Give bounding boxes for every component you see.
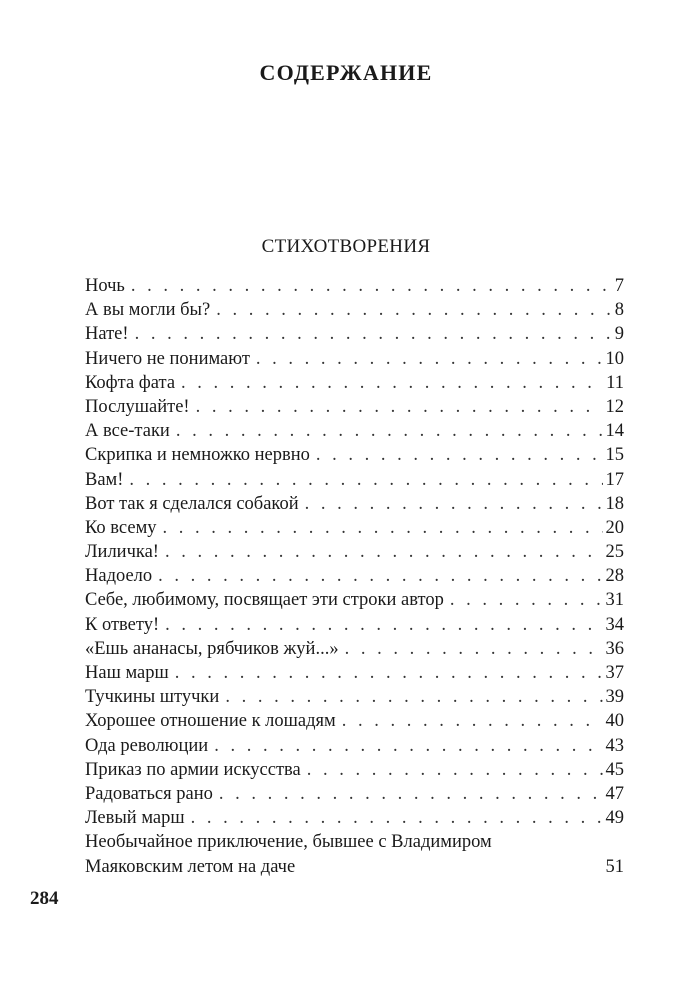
toc-entry-title: Вот так я сделался собакой bbox=[85, 493, 299, 514]
toc-entry-title: «Ешь ананасы, рябчиков жуй...» bbox=[85, 638, 339, 659]
toc-entry-page: 12 bbox=[605, 396, 624, 417]
toc-entry-title: Хорошее отношение к лошадям bbox=[85, 711, 336, 732]
dot-leader bbox=[191, 806, 603, 830]
dot-leader bbox=[316, 443, 603, 467]
toc-entry-title-line1: Необычайное приключение, бывшее с Владимиром bbox=[85, 832, 492, 853]
toc-entry-page: 7 bbox=[614, 276, 624, 296]
dot-leader bbox=[342, 709, 603, 733]
toc-entry-title: Ночь bbox=[85, 276, 125, 296]
dot-leader bbox=[131, 274, 612, 298]
dot-leader bbox=[216, 298, 612, 322]
toc-entry-title: Ко всему bbox=[85, 517, 157, 538]
toc-entry bbox=[85, 685, 624, 709]
toc-entry-title: Левый марш bbox=[85, 808, 185, 829]
toc-entry bbox=[85, 637, 624, 661]
toc-entry-title: Ничего не понимают bbox=[85, 348, 250, 369]
toc-entry bbox=[85, 564, 624, 588]
toc-entry bbox=[85, 588, 624, 612]
dot-leader bbox=[165, 540, 603, 564]
toc-entry-title: Вам! bbox=[85, 469, 124, 490]
dot-leader bbox=[135, 322, 612, 346]
toc-entry-title: Послушайте! bbox=[85, 396, 190, 417]
toc-entry bbox=[85, 492, 624, 516]
toc-entry-page: 37 bbox=[605, 663, 624, 683]
dot-leader bbox=[219, 782, 603, 806]
dot-leader bbox=[345, 637, 603, 661]
toc-entry-page: 51 bbox=[605, 856, 624, 877]
toc-entry-title: А все-таки bbox=[85, 421, 170, 442]
toc-entry bbox=[85, 758, 624, 782]
toc-entry-multiline bbox=[85, 830, 624, 878]
section-title: СТИХОТВОРЕНИЯ bbox=[261, 236, 431, 257]
toc-entry-title: Наш марш bbox=[85, 663, 169, 683]
toc-entry-title: Скрипка и немножко нервно bbox=[85, 445, 310, 466]
toc-entry bbox=[85, 468, 624, 492]
dot-leader bbox=[214, 734, 602, 758]
toc-entry bbox=[85, 322, 624, 346]
toc-entry-page: 8 bbox=[614, 300, 624, 321]
toc-entry-page: 47 bbox=[605, 783, 624, 804]
toc-entry-title: Тучкины штучки bbox=[85, 687, 220, 708]
toc-entry bbox=[85, 274, 624, 298]
dot-leader bbox=[175, 661, 603, 685]
toc-entry-title: Себе, любимому, посвящает эти строки автор bbox=[85, 590, 444, 611]
page-title: СОДЕРЖАНИЕ bbox=[259, 60, 433, 85]
dot-leader bbox=[181, 371, 603, 395]
toc-entry-page: 10 bbox=[605, 348, 624, 369]
toc-entry-page: 20 bbox=[605, 517, 624, 538]
toc-entry-title: Радоваться рано bbox=[85, 783, 213, 804]
toc-entry-page: 43 bbox=[605, 735, 624, 756]
toc-entry bbox=[85, 347, 624, 371]
dot-leader bbox=[450, 588, 603, 612]
toc-entry-page: 40 bbox=[605, 711, 624, 732]
dot-leader bbox=[256, 347, 603, 371]
dot-leader bbox=[305, 492, 603, 516]
toc-entry-page: 45 bbox=[605, 759, 624, 780]
toc-entry-title: Кофта фата bbox=[85, 372, 176, 393]
toc-entry-page: 17 bbox=[605, 469, 624, 490]
toc-entry-page: 39 bbox=[605, 687, 624, 708]
dot-leader bbox=[129, 468, 602, 492]
toc-entry-page: 28 bbox=[605, 566, 624, 587]
toc-entry bbox=[85, 540, 624, 564]
toc-entry-page: 36 bbox=[605, 638, 624, 659]
toc-entry bbox=[85, 734, 624, 758]
toc-entry bbox=[85, 709, 624, 733]
toc-entry-page: 11 bbox=[606, 372, 624, 393]
toc-entry-page: 34 bbox=[605, 614, 624, 635]
dot-leader bbox=[196, 395, 603, 419]
toc-entry-page: 18 bbox=[605, 493, 624, 514]
toc-entry bbox=[85, 371, 624, 395]
toc-entry-page: 25 bbox=[605, 542, 624, 563]
toc-entry bbox=[85, 443, 624, 467]
toc-entry-page: 31 bbox=[605, 590, 624, 611]
dot-leader bbox=[163, 516, 603, 540]
dot-leader bbox=[158, 564, 602, 588]
toc-entry bbox=[85, 298, 624, 322]
toc-entry-page: 49 bbox=[605, 808, 624, 829]
toc-entry bbox=[85, 782, 624, 806]
dot-leader bbox=[225, 685, 602, 709]
toc-entry-title-line2: Маяковским летом на даче bbox=[85, 856, 296, 877]
toc-entry-title: Нате! bbox=[85, 324, 129, 345]
table-of-contents bbox=[85, 274, 624, 879]
toc-entry-title: А вы могли бы? bbox=[85, 300, 211, 321]
toc-entry bbox=[85, 395, 624, 419]
toc-entry-title: Надоело bbox=[85, 566, 153, 587]
toc-entry bbox=[85, 613, 624, 637]
toc-entry bbox=[85, 419, 624, 443]
dot-leader bbox=[165, 613, 602, 637]
toc-entry-page: 14 bbox=[605, 421, 624, 442]
toc-entry-title: Ода революции bbox=[85, 735, 209, 756]
toc-entry-line2 bbox=[85, 855, 624, 879]
dot-leader bbox=[176, 419, 603, 443]
dot-leader bbox=[307, 758, 603, 782]
page-number: 284 bbox=[30, 888, 59, 909]
toc-entry-title: Приказ по армии искусства bbox=[85, 759, 301, 780]
toc-entry bbox=[85, 661, 624, 685]
toc-entry bbox=[85, 806, 624, 830]
toc-entry-title: К ответу! bbox=[85, 614, 160, 635]
toc-entry-title: Лиличка! bbox=[85, 542, 159, 563]
toc-entry-page: 15 bbox=[605, 445, 624, 466]
toc-entry bbox=[85, 516, 624, 540]
toc-entry-page: 9 bbox=[614, 324, 624, 345]
